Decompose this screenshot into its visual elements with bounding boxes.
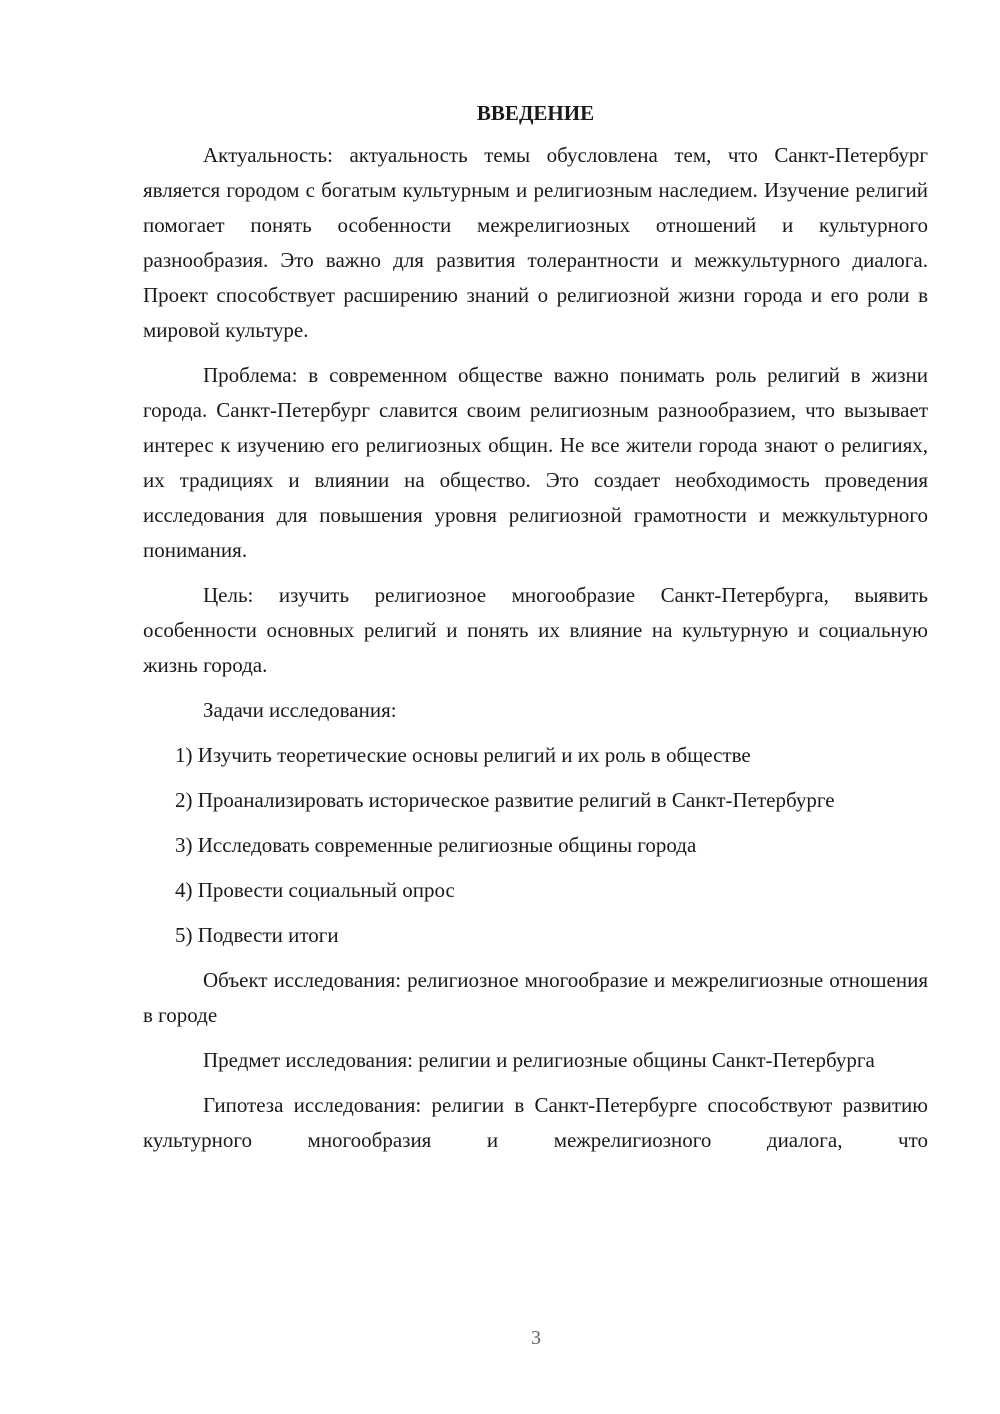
tasks-heading: Задачи исследования: (203, 698, 397, 722)
object-paragraph: Объект исследования: религиозное многообразие и межрелигиозные отношения в городе (143, 968, 928, 1027)
list-item: 3) Исследовать современные религиозные общины города (175, 833, 697, 857)
document-page (143, 96, 928, 1168)
problem-paragraph: Проблема: в современном обществе важно понимать роль религий в жизни города. Санкт-Петербург славится своим религиозным разнообразием, что вызывает интерес к изучению его религиозных общин. Не все жители города знают о религиях, их традициях и влиянии на общество. Это создает необходимость проведения исследования для повышения уровня религиозной грамотности и межкультурного понимания. (143, 363, 928, 562)
hypothesis-paragraph: Гипотеза исследования: религии в Санкт-Петербурге способствуют развитию культурного многообразия и межрелигиозного диалога, что (143, 1093, 928, 1152)
page-number: 3 (531, 1327, 541, 1349)
page-title: ВВЕДЕНИЕ (476, 101, 595, 125)
tasks-list (143, 738, 928, 953)
subject-paragraph: Предмет исследования: религии и религиозные общины Санкт-Петербурга (203, 1048, 875, 1072)
list-item: 5) Подвести итоги (175, 923, 339, 947)
relevance-paragraph: Актуальность: актуальность темы обусловлена тем, что Санкт-Петербург является городом с богатым культурным и религиозным наследием. Изучение религий помогает понять особенности межрелигиозных отношений и культурного разнообразия. Это важно для развития толерантности и межкультурного диалога. Проект способствует расширению знаний о религиозной жизни города и его роли в мировой культуре. (143, 143, 928, 342)
list-item: 4) Провести социальный опрос (175, 878, 455, 902)
list-item: 2) Проанализировать историческое развитие религий в Санкт-Петербурге (175, 788, 835, 812)
goal-paragraph: Цель: изучить религиозное многообразие Санкт-Петербурга, выявить особенности основных религий и понять их влияние на культурную и социальную жизнь города. (143, 583, 928, 677)
list-item: 1) Изучить теоретические основы религий и их роль в обществе (175, 743, 751, 767)
